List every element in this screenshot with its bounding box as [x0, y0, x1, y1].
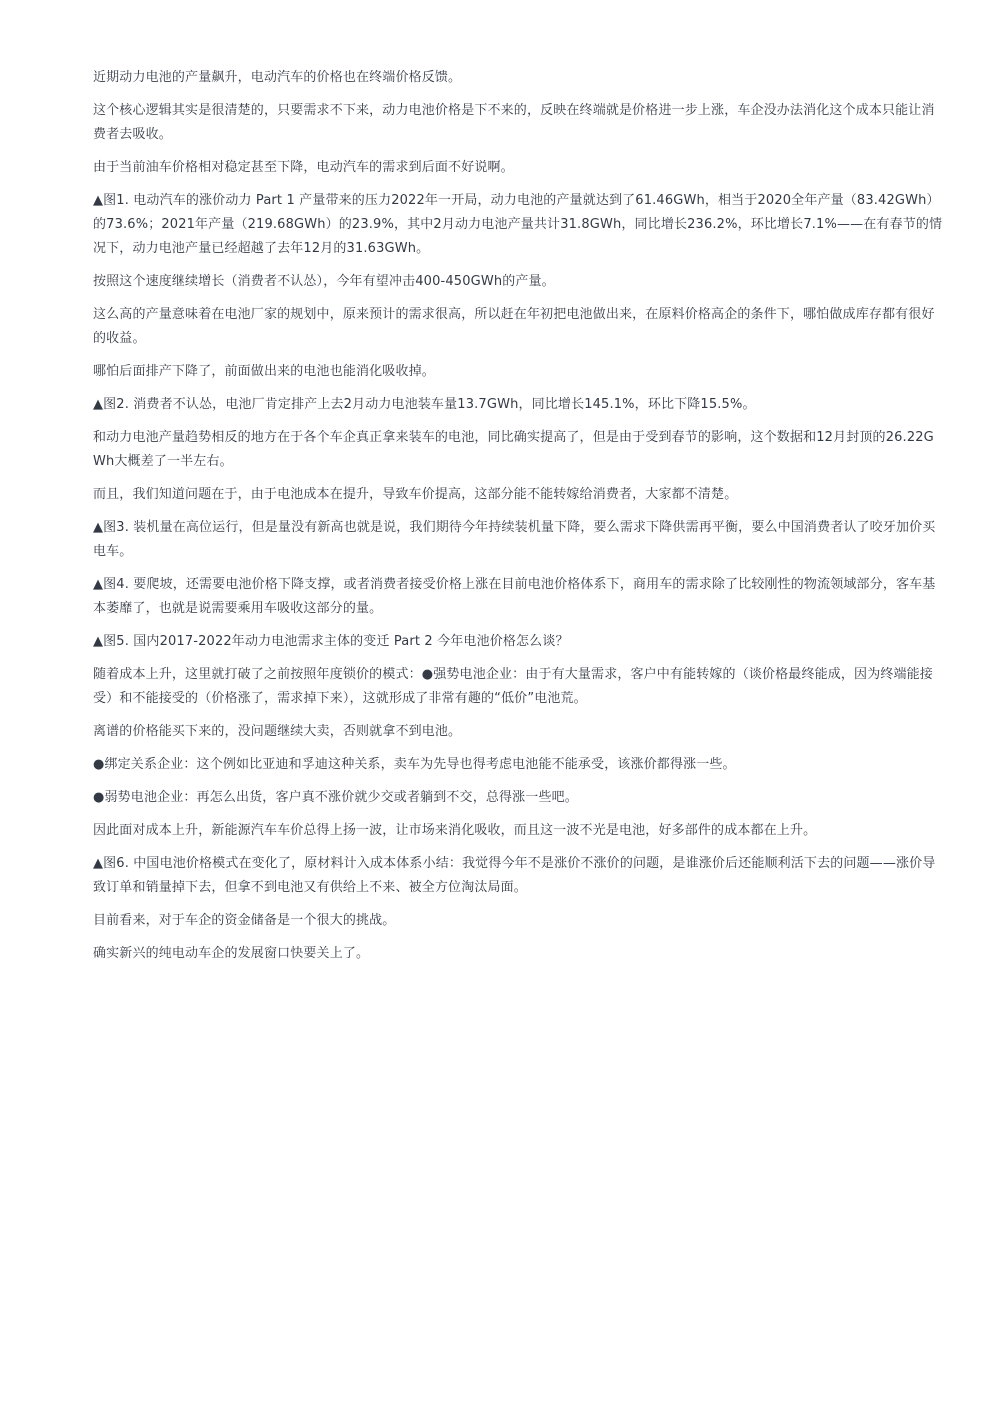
paragraph: 和动力电池产量趋势相反的地方在于各个车企真正拿来装车的电池，同比确实提高了，但是由于受到春节的影响，这个数据和12月封顶的26.22GWh大概差了一半左右。: [93, 430, 934, 469]
figure-caption-paragraph: ▲图3. 装机量在高位运行，但是量没有新高也就是说，我们期待今年持续装机量下降，要么需求下降供需再平衡，要么中国消费者认了咬牙加价买电车。: [93, 520, 936, 559]
paragraph: 由于当前油车价格相对稳定甚至下降，电动汽车的需求到后面不好说啊。: [93, 160, 514, 175]
paragraph: 因此面对成本上升，新能源汽车车价总得上扬一波，让市场来消化吸收，而且这一波不光是电池，好多部件的成本都在上升。: [93, 823, 817, 838]
figure-caption-paragraph: ▲图2. 消费者不认怂，电池厂肯定排产上去2月动力电池装车量13.7GWh，同比增长145.1%，环比下降15.5%。: [93, 397, 756, 412]
figure-caption-paragraph: ▲图6. 中国电池价格模式在变化了，原材料计入成本体系小结：我觉得今年不是涨价不涨价的问题，是谁涨价后还能顺利活下去的问题——涨价导致订单和销量掉下去，但拿不到电池又有供给上不来、被全方位淘汰局面。: [93, 856, 936, 895]
bullet-paragraph: ●绑定关系企业：这个例如比亚迪和孚迪这种关系，卖车为先导也得考虑电池能不能承受，该涨价都得涨一些。: [93, 757, 736, 772]
paragraph: 确实新兴的纯电动车企的发展窗口快要关上了。: [93, 946, 370, 961]
paragraph: 这个核心逻辑其实是很清楚的，只要需求不下来，动力电池价格是下不来的，反映在终端就是价格进一步上涨，车企没办法消化这个成本只能让消费者去吸收。: [93, 103, 935, 142]
paragraph: 按照这个速度继续增长（消费者不认怂），今年有望冲击400-450GWh的产量。: [93, 274, 555, 289]
paragraph: 这么高的产量意味着在电池厂家的规划中，原来预计的需求很高，所以赶在年初把电池做出来，在原料价格高企的条件下，哪怕做成库存都有很好的收益。: [93, 307, 935, 346]
figure-caption-paragraph: ▲图1. 电动汽车的涨价动力 Part 1 产量带来的压力2022年一开局，动力电池的产量就达到了61.46GWh，相当于2020全年产量（83.42GWh）的73.6%；2021年产量（219.68GWh）的23.9%，其中2月动力电池产量共计31.8GWh，同比增长236.2%，环比增长7.1%——在有春节的情况下，动力电池产量已经超越了去年12月的31.63GWh。: [93, 193, 943, 256]
paragraph: 而且，我们知道问题在于，由于电池成本在提升，导致车价提高，这部分能不能转嫁给消费者，大家都不清楚。: [93, 487, 738, 502]
paragraph: 随着成本上升，这里就打破了之前按照年度锁价的模式：●强势电池企业：由于有大量需求，客户中有能转嫁的（谈价格最终能成，因为终端能接受）和不能接受的（价格涨了，需求掉下来），这就形成了非常有趣的“低价”电池荒。: [93, 667, 933, 706]
bullet-paragraph: ●弱势电池企业：再怎么出货，客户真不涨价就少交或者躺到不交，总得涨一些吧。: [93, 790, 578, 805]
paragraph: 近期动力电池的产量飙升，电动汽车的价格也在终端价格反馈。: [93, 70, 462, 85]
paragraph: 目前看来，对于车企的资金储备是一个很大的挑战。: [93, 913, 396, 928]
article-body: [93, 66, 945, 975]
paragraph: 离谱的价格能买下来的，没问题继续大卖，否则就拿不到电池。: [93, 724, 462, 739]
figure-caption-paragraph: ▲图4. 要爬坡，还需要电池价格下降支撑，或者消费者接受价格上涨在目前电池价格体系下，商用车的需求除了比较刚性的物流领域部分，客车基本萎靡了，也就是说需要乘用车吸收这部分的量。: [93, 577, 936, 616]
paragraph: 哪怕后面排产下降了，前面做出来的电池也能消化吸收掉。: [93, 364, 435, 379]
figure-caption-paragraph: ▲图5. 国内2017-2022年动力电池需求主体的变迁 Part 2 今年电池价格怎么谈？: [93, 634, 569, 649]
